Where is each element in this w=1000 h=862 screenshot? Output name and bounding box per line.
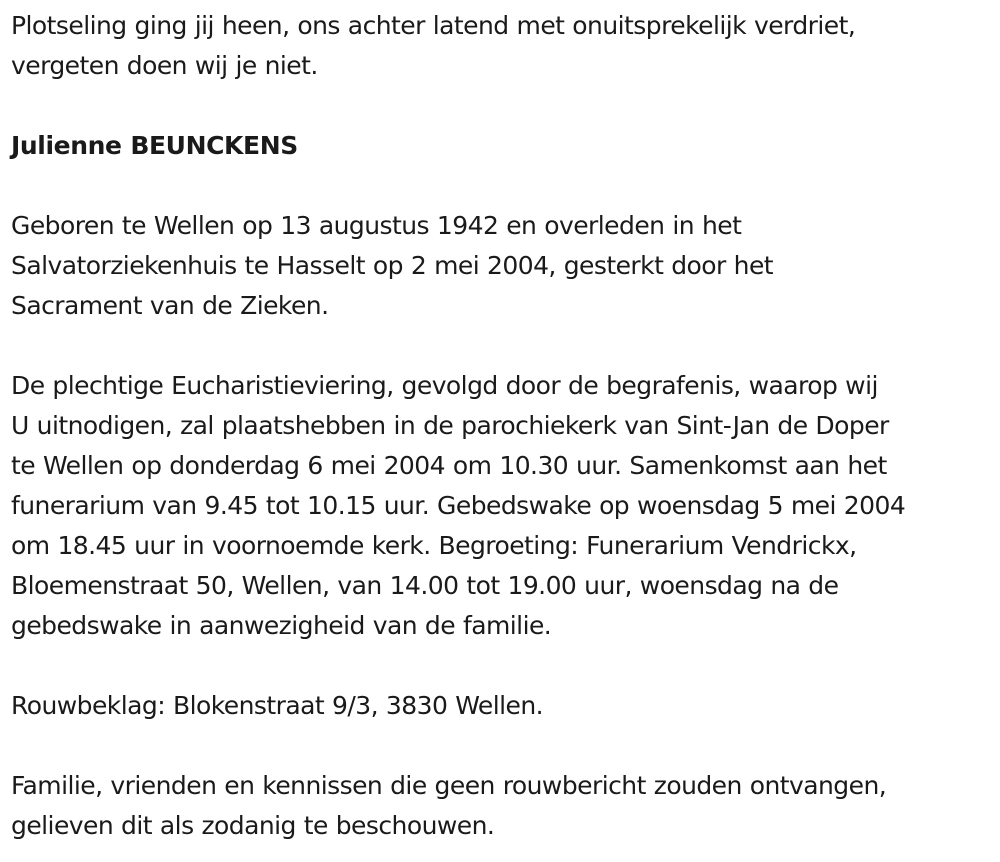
birth-death-paragraph: Geboren te Wellen op 13 augustus 1942 en overleden in het Salvatorziekenhuis te Hasselt op 2 mei 2004, gesterkt door het Sacrament van de Zieken. bbox=[11, 211, 774, 320]
ceremony-paragraph: De plechtige Eucharistieviering, gevolgd door de begrafenis, waarop wij U uitnodigen, zal plaatshebben in de parochiekerk van Sint-Jan de Doper te Wellen op donderdag 6 mei 2004 om 10.30 uur. Samenkomst aan het funerarium van 9.45 tot 10.15 uur. Gebedswake op woensdag 5 mei 2004 om 18.45 uur in voornoemde kerk. Begroeting: Funerarium Vendrickx, Bloemenstraat 50, Wellen, van 14.00 tot 19.00 uur, woensdag na de gebedswake in aanwezigheid van de familie. bbox=[11, 371, 906, 640]
spacer bbox=[11, 86, 996, 126]
deceased-name: Julienne BEUNCKENS bbox=[11, 131, 298, 160]
closing-paragraph: Familie, vrienden en kennissen die geen rouwbericht zouden ontvangen, gelieven dit als zodanig te beschouwen. bbox=[11, 771, 887, 840]
opening-text: Plotseling ging jij heen, ons achter latend met onuitsprekelijk verdriet, vergeten doen wij je niet. bbox=[11, 11, 856, 80]
condolence-address: Rouwbeklag: Blokenstraat 9/3, 3830 Wellen. bbox=[11, 691, 544, 720]
spacer bbox=[11, 326, 996, 366]
obituary-document bbox=[11, 6, 996, 846]
spacer bbox=[11, 646, 996, 686]
spacer bbox=[11, 726, 996, 766]
spacer bbox=[11, 166, 996, 206]
